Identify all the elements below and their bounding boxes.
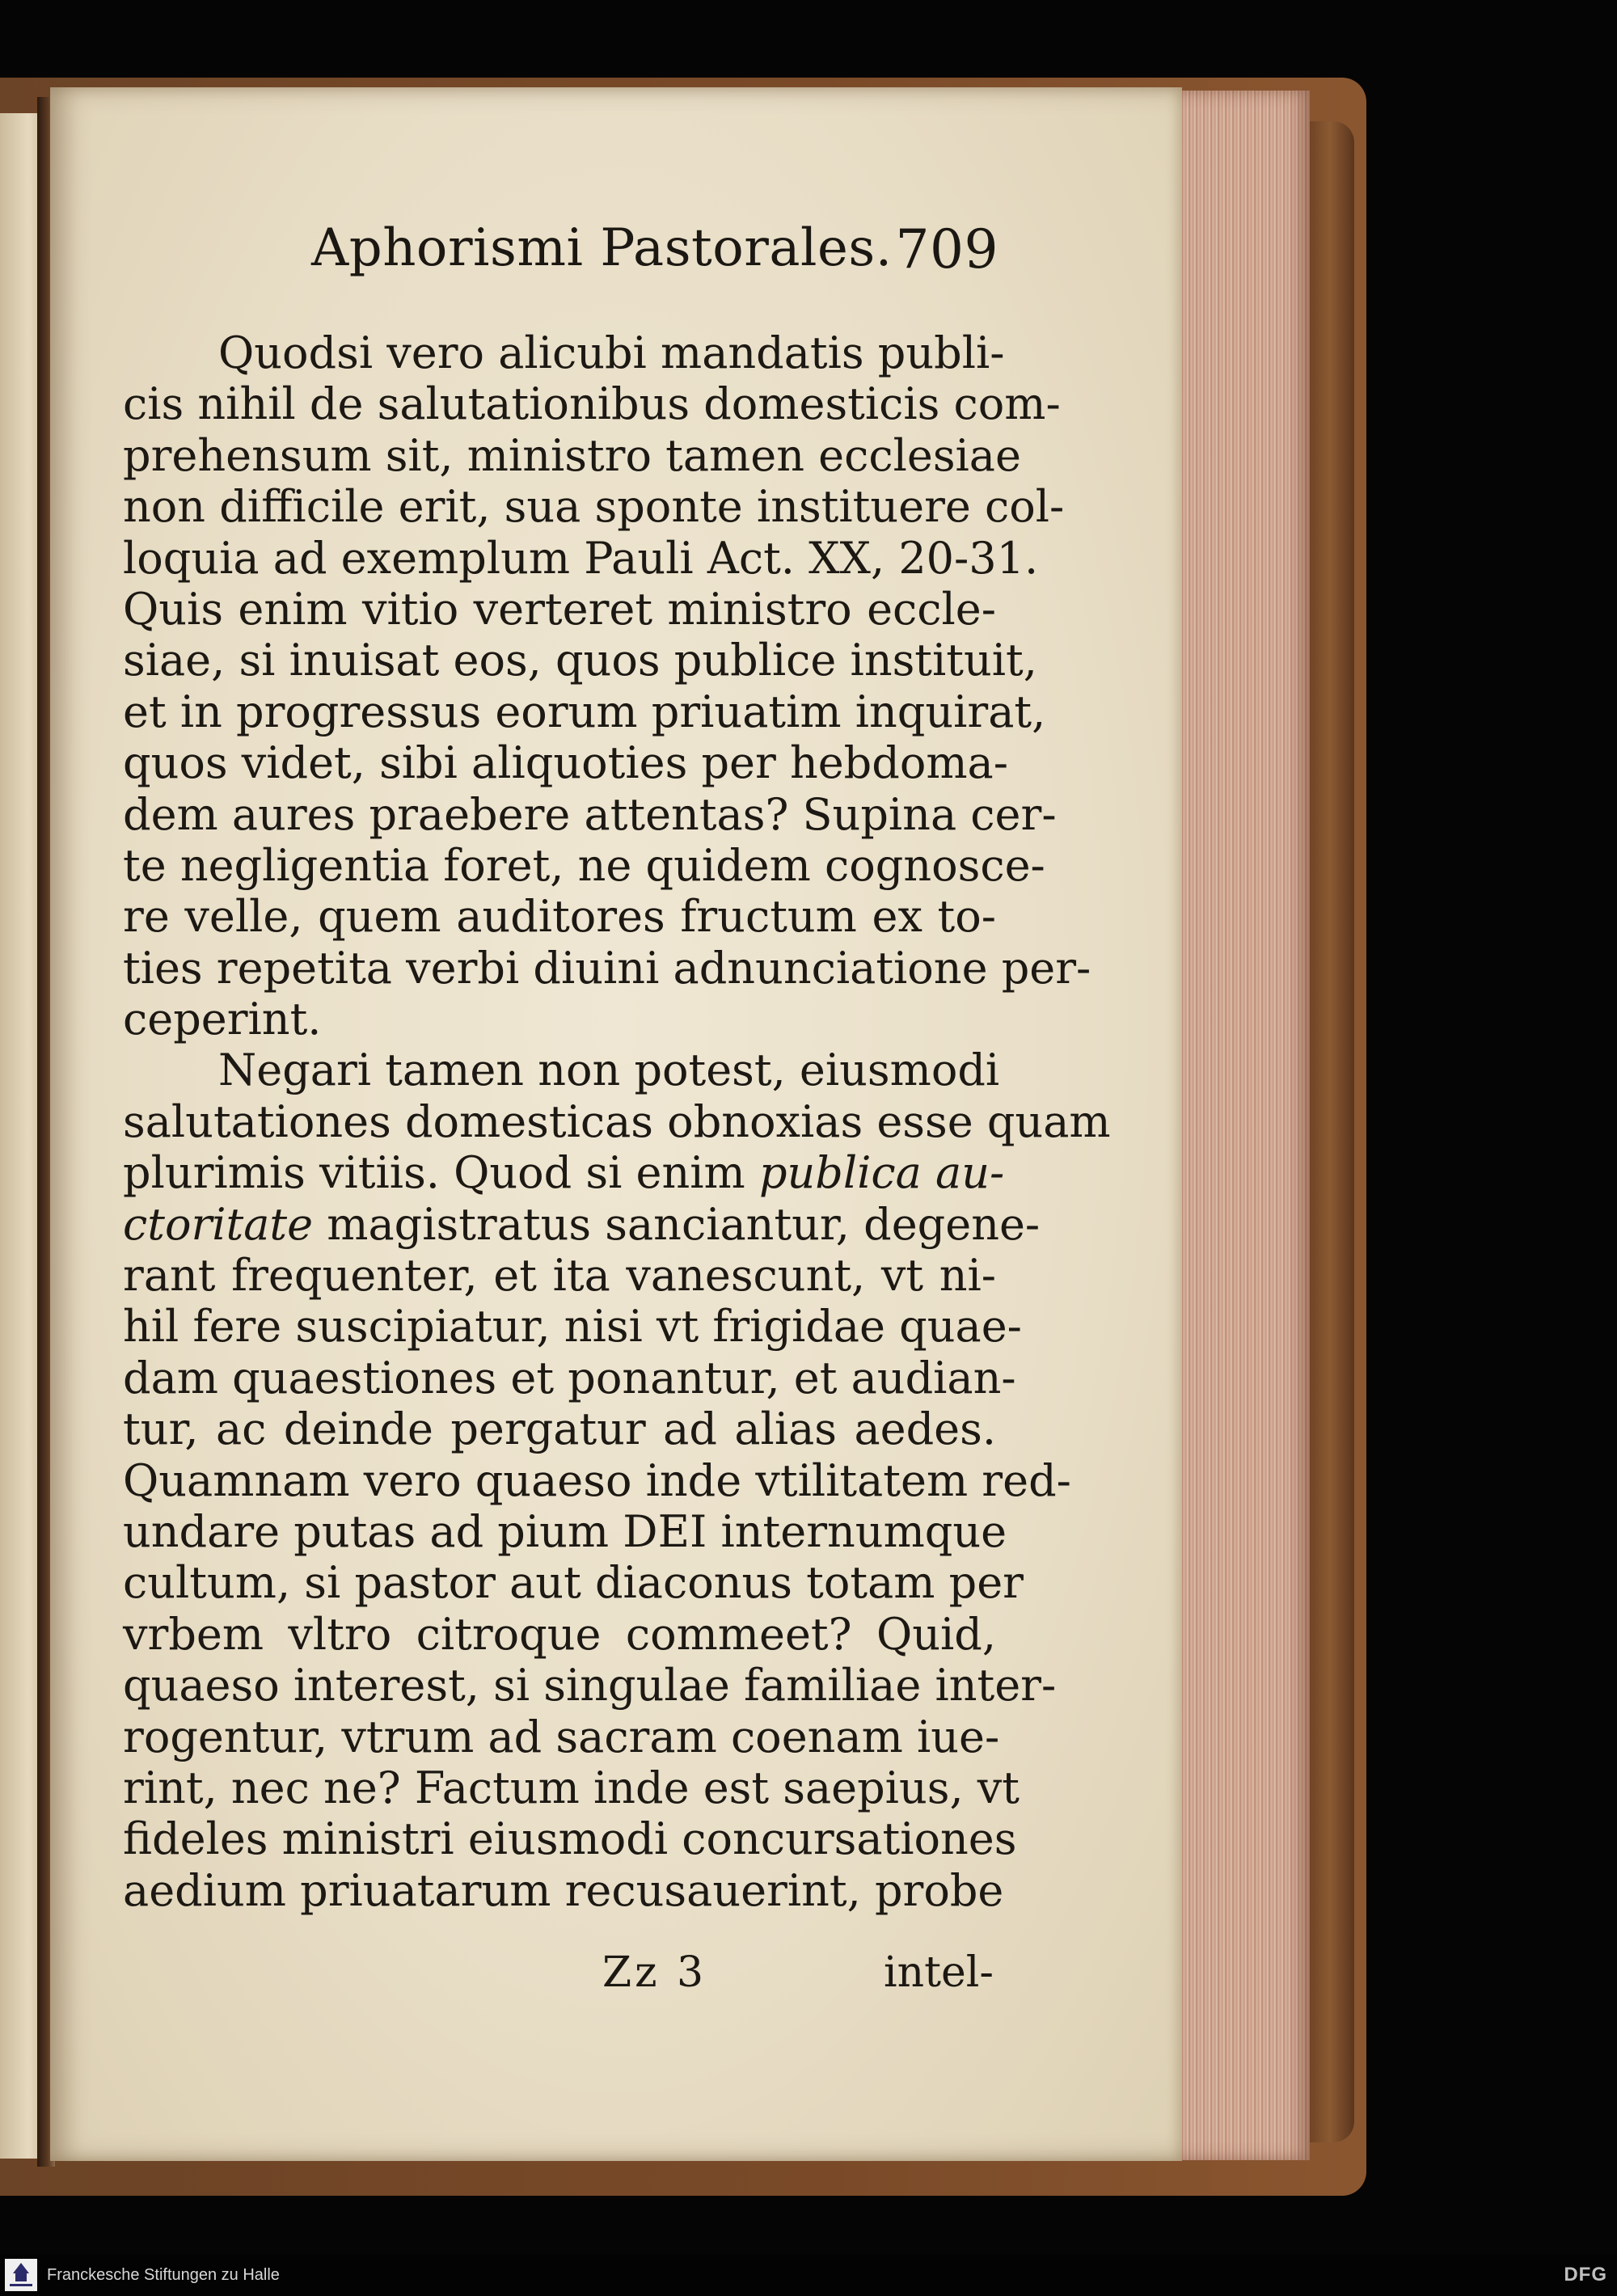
running-title: Aphorismi Pastorales. xyxy=(311,218,893,278)
text-line: Negari tamen non potest, eiusmodi xyxy=(218,1045,1000,1096)
text-line: vrbem vltro citroque commeet? Quid, xyxy=(123,1608,996,1660)
text-line: ties repetita verbi diuini adnunciatione per- xyxy=(123,942,1091,994)
foundation-logo-icon xyxy=(5,2259,37,2291)
text-line: loquia ad exemplum Pauli Act. XX, 20-31. xyxy=(123,532,1039,584)
text-line: Quodsi vero alicubi mandatis publi- xyxy=(218,327,1005,378)
text-line: et in progressus eorum priuatim inquirat, xyxy=(123,686,1046,737)
text-line: quaeso interest, si singulae familiae inter- xyxy=(123,1660,1057,1711)
text-line: aedium priuatarum recusauerint, probe xyxy=(123,1864,1004,1916)
italic-phrase: publica au- xyxy=(758,1147,1005,1199)
text-segment: magistratus sanciantur, degene- xyxy=(327,1198,1041,1250)
text-line: non difficile erit, sua sponte instituere col- xyxy=(123,481,1065,533)
page-edges xyxy=(1176,91,1310,2160)
dfg-logo: DFG xyxy=(1564,2264,1607,2285)
page-footer xyxy=(602,1948,998,2005)
text-line: dem aures praebere attentas? Supina cer- xyxy=(123,788,1057,840)
text-line: ceperint. xyxy=(123,994,322,1045)
text-line: salutationes domesticas obnoxias esse quam xyxy=(123,1095,1111,1147)
viewer-footer-bar xyxy=(0,2254,1617,2296)
text-line: re velle, quem auditores fructum ex to- xyxy=(123,891,996,943)
text-line: dam quaestiones et ponantur, et audian- xyxy=(123,1352,1016,1403)
text-line: Quamnam vero quaeso inde vtilitatem red- xyxy=(123,1454,1071,1506)
text-line: prehensum sit, ministro tamen ecclesiae xyxy=(123,429,1021,481)
text-line: rant frequenter, et ita vanescunt, vt ni- xyxy=(123,1250,996,1302)
text-line: undare putas ad pium DEI internumque xyxy=(123,1505,1007,1557)
signature-mark: Zz 3 xyxy=(602,1948,707,1997)
italic-phrase: ctoritate xyxy=(123,1198,314,1250)
text-line: cultum, si pastor aut diaconus totam per xyxy=(123,1557,1024,1609)
text-line: hil fere suscipiatur, nisi vt frigidae quae- xyxy=(123,1301,1022,1353)
text-line: rogentur, vtrum ad sacram coenam iue- xyxy=(123,1711,1000,1762)
book-fore-edge-binding xyxy=(1306,121,1354,2142)
body-text xyxy=(123,327,1111,1916)
text-line: Quis enim vitio verteret ministro eccle- xyxy=(123,583,996,635)
text-line: te negligentia foret, ne quidem cognosce- xyxy=(123,839,1045,891)
text-line: siae, si inuisat eos, quos publice instituit, xyxy=(123,635,1037,686)
text-line: fideles ministri eiusmodi concursationes xyxy=(123,1813,1017,1865)
owner-label: Franckesche Stiftungen zu Halle xyxy=(47,2266,280,2284)
running-head xyxy=(311,218,998,291)
text-line xyxy=(123,1198,1041,1250)
text-segment: plurimis vitiis. Quod si enim xyxy=(123,1147,745,1199)
text-line: rint, nec ne? Factum inde est saepius, vt xyxy=(123,1762,1020,1813)
page-number: 709 xyxy=(895,218,998,281)
left-page-edge xyxy=(0,113,40,2159)
catchword: intel- xyxy=(884,1948,994,1997)
text-line: tur, ac deinde pergatur ad alias aedes. xyxy=(123,1403,996,1455)
text-line: quos videt, sibi aliquoties per hebdoma- xyxy=(123,737,1008,789)
text-line xyxy=(123,1147,1005,1199)
text-line: cis nihil de salutationibus domesticis com- xyxy=(123,378,1061,430)
